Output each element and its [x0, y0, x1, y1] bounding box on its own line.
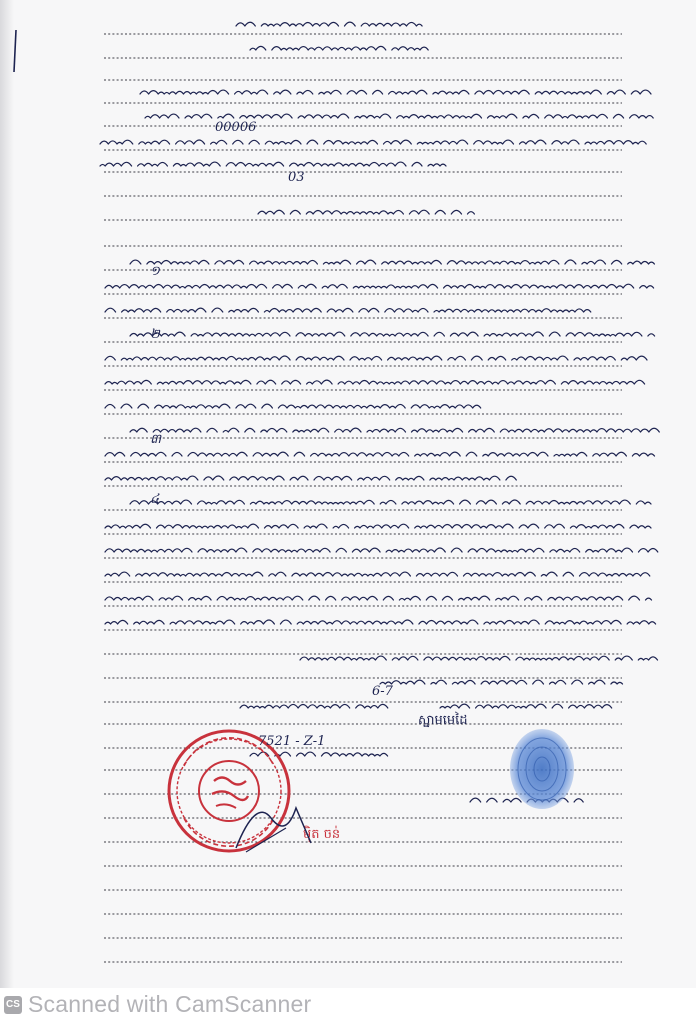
handwritten-line [105, 620, 656, 624]
thumb-label: ស្នាមមេដៃ [418, 713, 468, 728]
para-number-3: ៣ [150, 432, 162, 447]
date-number-c: 6-7 [372, 684, 393, 699]
stamp-text: ម៉ិត ចន់ [303, 827, 341, 842]
handwritten-line [105, 308, 591, 312]
date-number-b: 03 [288, 170, 305, 185]
camscanner-logo: CS [4, 996, 22, 1014]
handwritten-line [105, 596, 652, 600]
handwritten-line [105, 548, 658, 552]
handwritten-line [105, 284, 654, 288]
handwritten-line [250, 46, 428, 50]
handwritten-line [105, 524, 651, 528]
handwritten-line [140, 90, 657, 94]
handwritten-line [105, 404, 481, 408]
handwritten-line [105, 380, 651, 384]
signature [226, 788, 316, 858]
handwritten-line [240, 704, 394, 708]
thumbprint [506, 726, 578, 812]
para-number-1: ១ [150, 264, 160, 279]
handwritten-line [100, 140, 646, 144]
handwritten-line [236, 22, 422, 26]
handwritten-line [100, 162, 446, 166]
para-number-4: ៤ [150, 492, 160, 507]
handwritten-line [258, 210, 474, 214]
signature-number: 7521 - Z-1 [258, 734, 326, 749]
handwritten-line [440, 704, 612, 708]
handwritten-line [130, 428, 665, 432]
handwritten-line [130, 332, 655, 336]
scanner-footer [0, 988, 696, 1024]
handwritten-line [130, 500, 651, 504]
para-number-2: ២ [150, 327, 160, 342]
camscanner-watermark: Scanned with CamScanner [28, 991, 312, 1017]
handwritten-line [105, 452, 654, 456]
handwritten-line [105, 356, 653, 360]
handwritten-line [105, 476, 522, 480]
handwritten-line [130, 260, 654, 264]
handwritten-line [145, 114, 653, 118]
date-number-a: 00006 [215, 120, 257, 135]
margin-mark [6, 28, 26, 78]
handwritten-line [105, 572, 650, 576]
handwritten-line [300, 656, 658, 660]
handwritten-line [380, 680, 623, 684]
